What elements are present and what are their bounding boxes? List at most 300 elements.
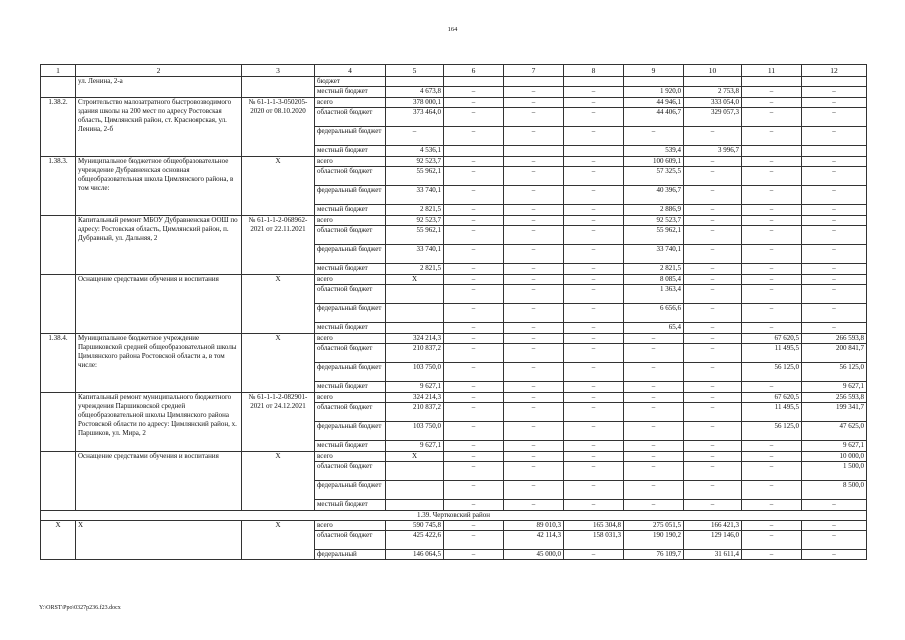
table-row	[41, 451, 867, 462]
amount-cell: –	[504, 392, 564, 403]
funding-source: местный бюджет	[315, 441, 386, 452]
amount-cell: –	[684, 205, 742, 216]
amount-cell: –	[504, 304, 564, 323]
amount-cell: –	[444, 333, 504, 344]
row-doc: № 61-1-1-2-068962-2021 от 22.11.2021	[242, 215, 315, 274]
amount-cell: –	[504, 323, 564, 334]
amount-cell: 1 500,0	[802, 462, 867, 481]
amount-cell: 590 745,8	[386, 520, 444, 531]
amount-cell: –	[444, 392, 504, 403]
funding-source: всего	[315, 215, 386, 226]
table-row	[41, 77, 867, 87]
amount-cell: 11 495,5	[742, 344, 802, 363]
funding-source: областной бюджет	[315, 531, 386, 550]
amount-cell: –	[802, 531, 867, 550]
amount-cell: –	[564, 304, 624, 323]
amount-cell: 9 627,1	[802, 382, 867, 393]
funding-source: местный бюджет	[315, 205, 386, 216]
amount-cell: 1 920,0	[624, 87, 684, 98]
amount-cell	[386, 77, 444, 87]
amount-cell: –	[802, 274, 867, 285]
funding-source: областной бюджет	[315, 344, 386, 363]
amount-cell: –	[444, 500, 504, 511]
amount-cell: 210 837,2	[386, 403, 444, 422]
amount-cell: 56 125,0	[742, 422, 802, 441]
amount-cell: –	[564, 108, 624, 127]
amount-cell	[742, 77, 802, 87]
amount-cell: –	[684, 156, 742, 167]
amount-cell: –	[684, 333, 742, 344]
funding-source: областной бюджет	[315, 462, 386, 481]
amount-cell: –	[444, 422, 504, 441]
funding-source: федеральный бюджет	[315, 186, 386, 205]
amount-cell: 425 422,6	[386, 531, 444, 550]
funding-source: всего	[315, 451, 386, 462]
amount-cell: –	[684, 226, 742, 245]
amount-cell	[802, 146, 867, 157]
amount-cell: –	[564, 392, 624, 403]
amount-cell: –	[742, 481, 802, 500]
amount-cell: –	[742, 531, 802, 550]
amount-cell: 190 190,2	[624, 531, 684, 550]
amount-cell: –	[564, 285, 624, 304]
amount-cell: –	[802, 264, 867, 275]
amount-cell: –	[684, 441, 742, 452]
amount-cell: –	[564, 245, 624, 264]
amount-cell: –	[742, 285, 802, 304]
amount-cell: –	[802, 156, 867, 167]
column-header-8: 8	[564, 65, 624, 77]
amount-cell: 33 740,1	[386, 186, 444, 205]
amount-cell: –	[444, 462, 504, 481]
amount-cell: –	[504, 245, 564, 264]
amount-cell	[564, 77, 624, 87]
column-header-10: 10	[684, 65, 742, 77]
amount-cell: –	[564, 462, 624, 481]
amount-cell: –	[504, 156, 564, 167]
column-header-11: 11	[742, 65, 802, 77]
amount-cell: 44 946,1	[624, 97, 684, 108]
amount-cell: –	[802, 127, 867, 146]
amount-cell: –	[444, 205, 504, 216]
amount-cell: –	[444, 156, 504, 167]
amount-cell: –	[504, 344, 564, 363]
amount-cell: 2 886,9	[624, 205, 684, 216]
amount-cell: Х	[386, 451, 444, 462]
row-code	[41, 215, 76, 274]
amount-cell: –	[564, 363, 624, 382]
row-doc: Х	[242, 156, 315, 215]
amount-cell: –	[742, 186, 802, 205]
amount-cell: 33 740,1	[386, 245, 444, 264]
amount-cell: –	[684, 462, 742, 481]
amount-cell: 47 625,0	[802, 422, 867, 441]
amount-cell: –	[624, 392, 684, 403]
amount-cell: –	[504, 108, 564, 127]
table-header-row	[41, 65, 867, 77]
amount-cell: 329 057,3	[684, 108, 742, 127]
amount-cell: 92 523,7	[386, 215, 444, 226]
amount-cell: –	[564, 344, 624, 363]
amount-cell	[386, 500, 444, 511]
column-header-12: 12	[802, 65, 867, 77]
amount-cell: –	[684, 304, 742, 323]
amount-cell: –	[504, 215, 564, 226]
amount-cell: 4 673,8	[386, 87, 444, 98]
amount-cell	[624, 77, 684, 87]
amount-cell	[444, 146, 504, 157]
amount-cell: –	[504, 87, 564, 98]
row-name: Муниципальное бюджетное учреждение Паршиковской средней общеобразовательной школы Цимлянского района Ростовской области а, в том числе:	[76, 333, 242, 392]
amount-cell: –	[564, 215, 624, 226]
amount-cell	[504, 77, 564, 87]
amount-cell: –	[802, 285, 867, 304]
amount-cell: 89 010,3	[504, 520, 564, 531]
amount-cell: –	[684, 274, 742, 285]
amount-cell: –	[624, 500, 684, 511]
amount-cell: –	[444, 226, 504, 245]
amount-cell: –	[444, 451, 504, 462]
amount-cell: 56 125,0	[802, 363, 867, 382]
amount-cell: 76 109,7	[624, 550, 684, 560]
amount-cell: 100 609,1	[624, 156, 684, 167]
amount-cell: –	[564, 226, 624, 245]
amount-cell: –	[444, 403, 504, 422]
funding-source: федеральный	[315, 550, 386, 560]
amount-cell: 129 146,0	[684, 531, 742, 550]
amount-cell: –	[742, 462, 802, 481]
row-code: 1.38.2.	[41, 97, 76, 156]
amount-cell: –	[564, 422, 624, 441]
row-name: Капитальный ремонт МБОУ Дубравненская ООШ по адресу: Ростовская область, Цимлянский район, п. Дубравный, ул. Дальняя, 2	[76, 215, 242, 274]
funding-source: всего	[315, 274, 386, 285]
amount-cell: –	[444, 304, 504, 323]
amount-cell: –	[504, 127, 564, 146]
table-row	[41, 274, 867, 285]
amount-cell: 165 304,8	[564, 520, 624, 531]
amount-cell: –	[444, 441, 504, 452]
amount-cell: –	[742, 451, 802, 462]
amount-cell: –	[504, 382, 564, 393]
amount-cell	[386, 285, 444, 304]
amount-cell	[386, 323, 444, 334]
amount-cell: –	[444, 127, 504, 146]
amount-cell: –	[802, 226, 867, 245]
funding-source: местный бюджет	[315, 146, 386, 157]
amount-cell: 8 085,4	[624, 274, 684, 285]
amount-cell: –	[742, 156, 802, 167]
amount-cell: 3 996,7	[684, 146, 742, 157]
amount-cell: –	[802, 167, 867, 186]
section-title: 1.39. Чертковский район	[41, 510, 867, 520]
amount-cell: –	[802, 205, 867, 216]
amount-cell: –	[624, 344, 684, 363]
amount-cell: –	[504, 274, 564, 285]
amount-cell	[684, 77, 742, 87]
amount-cell	[564, 146, 624, 157]
amount-cell: 200 841,7	[802, 344, 867, 363]
amount-cell: 55 962,1	[386, 167, 444, 186]
amount-cell	[742, 146, 802, 157]
amount-cell: –	[444, 87, 504, 98]
amount-cell: –	[444, 274, 504, 285]
amount-cell: 2 821,5	[624, 264, 684, 275]
amount-cell: –	[564, 274, 624, 285]
amount-cell: –	[802, 97, 867, 108]
column-header-7: 7	[504, 65, 564, 77]
amount-cell: –	[504, 451, 564, 462]
amount-cell: –	[624, 363, 684, 382]
amount-cell: –	[742, 167, 802, 186]
amount-cell: –	[504, 481, 564, 500]
funding-source: всего	[315, 333, 386, 344]
funding-source: областной бюджет	[315, 403, 386, 422]
amount-cell: –	[624, 382, 684, 393]
amount-cell: 539,4	[624, 146, 684, 157]
amount-cell: –	[564, 156, 624, 167]
amount-cell: 103 750,0	[386, 363, 444, 382]
table-row	[41, 520, 867, 531]
amount-cell: –	[684, 323, 742, 334]
amount-cell: –	[684, 264, 742, 275]
amount-cell: –	[684, 363, 742, 382]
amount-cell: –	[504, 441, 564, 452]
amount-cell: 103 750,0	[386, 422, 444, 441]
amount-cell: 158 031,3	[564, 531, 624, 550]
row-doc	[242, 77, 315, 98]
amount-cell: 92 523,7	[386, 156, 444, 167]
amount-cell: –	[742, 87, 802, 98]
amount-cell: –	[444, 550, 504, 560]
amount-cell	[444, 77, 504, 87]
row-code: 1.38.4.	[41, 333, 76, 392]
row-doc: Х	[242, 520, 315, 560]
amount-cell: –	[684, 127, 742, 146]
amount-cell: –	[684, 382, 742, 393]
amount-cell: –	[742, 520, 802, 531]
amount-cell: –	[444, 481, 504, 500]
funding-source: областной бюджет	[315, 226, 386, 245]
amount-cell: 146 064,5	[386, 550, 444, 560]
column-header-2: 2	[76, 65, 242, 77]
footer-path: Y:\ORST\Ppo\0327p236.f23.docx	[39, 605, 121, 611]
amount-cell: –	[624, 403, 684, 422]
amount-cell: 2 821,5	[386, 264, 444, 275]
amount-cell: –	[624, 422, 684, 441]
funding-source: федеральный бюджет	[315, 422, 386, 441]
column-header-6: 6	[444, 65, 504, 77]
column-header-4: 4	[315, 65, 386, 77]
amount-cell: –	[742, 500, 802, 511]
amount-cell: –	[564, 97, 624, 108]
amount-cell: –	[444, 245, 504, 264]
amount-cell: 55 962,1	[624, 226, 684, 245]
amount-cell: –	[564, 186, 624, 205]
row-name: Оснащение средствами обучения и воспитания	[76, 451, 242, 510]
amount-cell: –	[802, 520, 867, 531]
amount-cell: 56 125,0	[742, 363, 802, 382]
amount-cell: 42 114,3	[504, 531, 564, 550]
amount-cell: –	[564, 382, 624, 393]
funding-source: бюджет	[315, 77, 386, 87]
amount-cell: –	[742, 97, 802, 108]
funding-source: всего	[315, 156, 386, 167]
amount-cell: –	[742, 304, 802, 323]
funding-source: областной бюджет	[315, 108, 386, 127]
amount-cell: –	[684, 451, 742, 462]
amount-cell: –	[504, 205, 564, 216]
row-doc: № 61-1-1-2-082901-2021 от 24.12.2021	[242, 392, 315, 451]
amount-cell: –	[564, 441, 624, 452]
amount-cell: 199 341,7	[802, 403, 867, 422]
row-name: Капитальный ремонт муниципального бюджетного учреждения Паршиковской средней общеобразовательной школы Цимлянского района Ростовской области по адресу: Цимлянский район, х. Паршиков, ул. Мира, 2	[76, 392, 242, 451]
amount-cell: –	[742, 274, 802, 285]
amount-cell: –	[684, 392, 742, 403]
funding-source: местный бюджет	[315, 500, 386, 511]
amount-cell: –	[504, 186, 564, 205]
amount-cell: –	[504, 264, 564, 275]
amount-cell: –	[624, 333, 684, 344]
amount-cell: –	[444, 167, 504, 186]
amount-cell: –	[444, 344, 504, 363]
amount-cell: –	[742, 215, 802, 226]
amount-cell: 210 837,2	[386, 344, 444, 363]
amount-cell: –	[802, 108, 867, 127]
amount-cell: –	[802, 304, 867, 323]
table-row	[41, 215, 867, 226]
amount-cell: –	[444, 108, 504, 127]
amount-cell: –	[802, 215, 867, 226]
row-doc: Х	[242, 274, 315, 333]
amount-cell: –	[564, 481, 624, 500]
amount-cell: –	[624, 462, 684, 481]
amount-cell: 92 523,7	[624, 215, 684, 226]
amount-cell: 9 627,1	[386, 441, 444, 452]
amount-cell: 31 611,4	[684, 550, 742, 560]
amount-cell: 324 214,3	[386, 333, 444, 344]
table-row	[41, 333, 867, 344]
amount-cell: –	[564, 500, 624, 511]
row-code	[41, 392, 76, 451]
amount-cell: 2 753,8	[684, 87, 742, 98]
funding-source: федеральный бюджет	[315, 481, 386, 500]
amount-cell: –	[684, 186, 742, 205]
amount-cell: 256 593,8	[802, 392, 867, 403]
amount-cell: –	[444, 363, 504, 382]
amount-cell: –	[564, 323, 624, 334]
amount-cell: 9 627,1	[802, 441, 867, 452]
amount-cell: 40 396,7	[624, 186, 684, 205]
amount-cell: 8 500,0	[802, 481, 867, 500]
row-code: Х	[41, 520, 76, 560]
amount-cell: –	[504, 403, 564, 422]
amount-cell: –	[564, 451, 624, 462]
section-row	[41, 510, 867, 520]
amount-cell: 373 464,0	[386, 108, 444, 127]
amount-cell: 275 051,5	[624, 520, 684, 531]
amount-cell: 55 962,1	[386, 226, 444, 245]
amount-cell: –	[564, 333, 624, 344]
amount-cell: –	[802, 500, 867, 511]
column-header-3: 3	[242, 65, 315, 77]
row-doc: № 61-1-1-3-050205-2020 от 08.10.2020	[242, 97, 315, 156]
amount-cell: 333 054,0	[684, 97, 742, 108]
amount-cell: 324 214,3	[386, 392, 444, 403]
amount-cell: –	[684, 245, 742, 264]
row-code: 1.38.3.	[41, 156, 76, 215]
column-header-9: 9	[624, 65, 684, 77]
amount-cell	[386, 481, 444, 500]
amount-cell: –	[684, 215, 742, 226]
amount-cell: 166 421,3	[684, 520, 742, 531]
page-number: 164	[447, 26, 458, 33]
funding-source: местный бюджет	[315, 264, 386, 275]
amount-cell: 10 000,0	[802, 451, 867, 462]
funding-source: всего	[315, 97, 386, 108]
amount-cell: –	[802, 550, 867, 560]
amount-cell: –	[564, 127, 624, 146]
funding-source: местный бюджет	[315, 87, 386, 98]
amount-cell: 45 000,0	[504, 550, 564, 560]
amount-cell: 67 620,5	[742, 392, 802, 403]
amount-cell: –	[684, 285, 742, 304]
amount-cell: 11 495,5	[742, 403, 802, 422]
amount-cell: 33 740,1	[624, 245, 684, 264]
row-name: Строительство малозатратного быстровозводимого здания школы на 200 мест по адресу Ростовская область, Цимлянский район, ст. Красноярская, ул. Ленина, 2-б	[76, 97, 242, 156]
amount-cell: –	[802, 323, 867, 334]
amount-cell: –	[684, 344, 742, 363]
amount-cell: –	[564, 403, 624, 422]
amount-cell: –	[802, 87, 867, 98]
row-name: ул. Ленина, 2-а	[76, 77, 242, 98]
amount-cell: 6 656,6	[624, 304, 684, 323]
amount-cell: –	[684, 481, 742, 500]
amount-cell	[504, 146, 564, 157]
amount-cell: –	[504, 167, 564, 186]
amount-cell: –	[684, 403, 742, 422]
amount-cell: 9 627,1	[386, 382, 444, 393]
amount-cell: –	[624, 481, 684, 500]
amount-cell: –	[504, 285, 564, 304]
funding-source: местный бюджет	[315, 323, 386, 334]
amount-cell: –	[742, 245, 802, 264]
amount-cell: –	[742, 441, 802, 452]
funding-source: федеральный бюджет	[315, 127, 386, 146]
amount-cell: –	[504, 97, 564, 108]
amount-cell: –	[386, 127, 444, 146]
row-code	[41, 77, 76, 98]
amount-cell: 266 593,8	[802, 333, 867, 344]
amount-cell: –	[444, 520, 504, 531]
amount-cell: Х	[386, 274, 444, 285]
amount-cell: –	[444, 323, 504, 334]
amount-cell: –	[444, 215, 504, 226]
amount-cell: –	[802, 245, 867, 264]
amount-cell: –	[624, 441, 684, 452]
amount-cell: –	[564, 205, 624, 216]
amount-cell: –	[564, 264, 624, 275]
amount-cell: –	[742, 382, 802, 393]
amount-cell: 4 536,1	[386, 146, 444, 157]
amount-cell: 378 000,1	[386, 97, 444, 108]
amount-cell: 65,4	[624, 323, 684, 334]
table-row	[41, 97, 867, 108]
amount-cell: –	[802, 186, 867, 205]
table-row	[41, 156, 867, 167]
funding-source: областной бюджет	[315, 167, 386, 186]
row-code	[41, 451, 76, 510]
column-header-1: 1	[41, 65, 76, 77]
